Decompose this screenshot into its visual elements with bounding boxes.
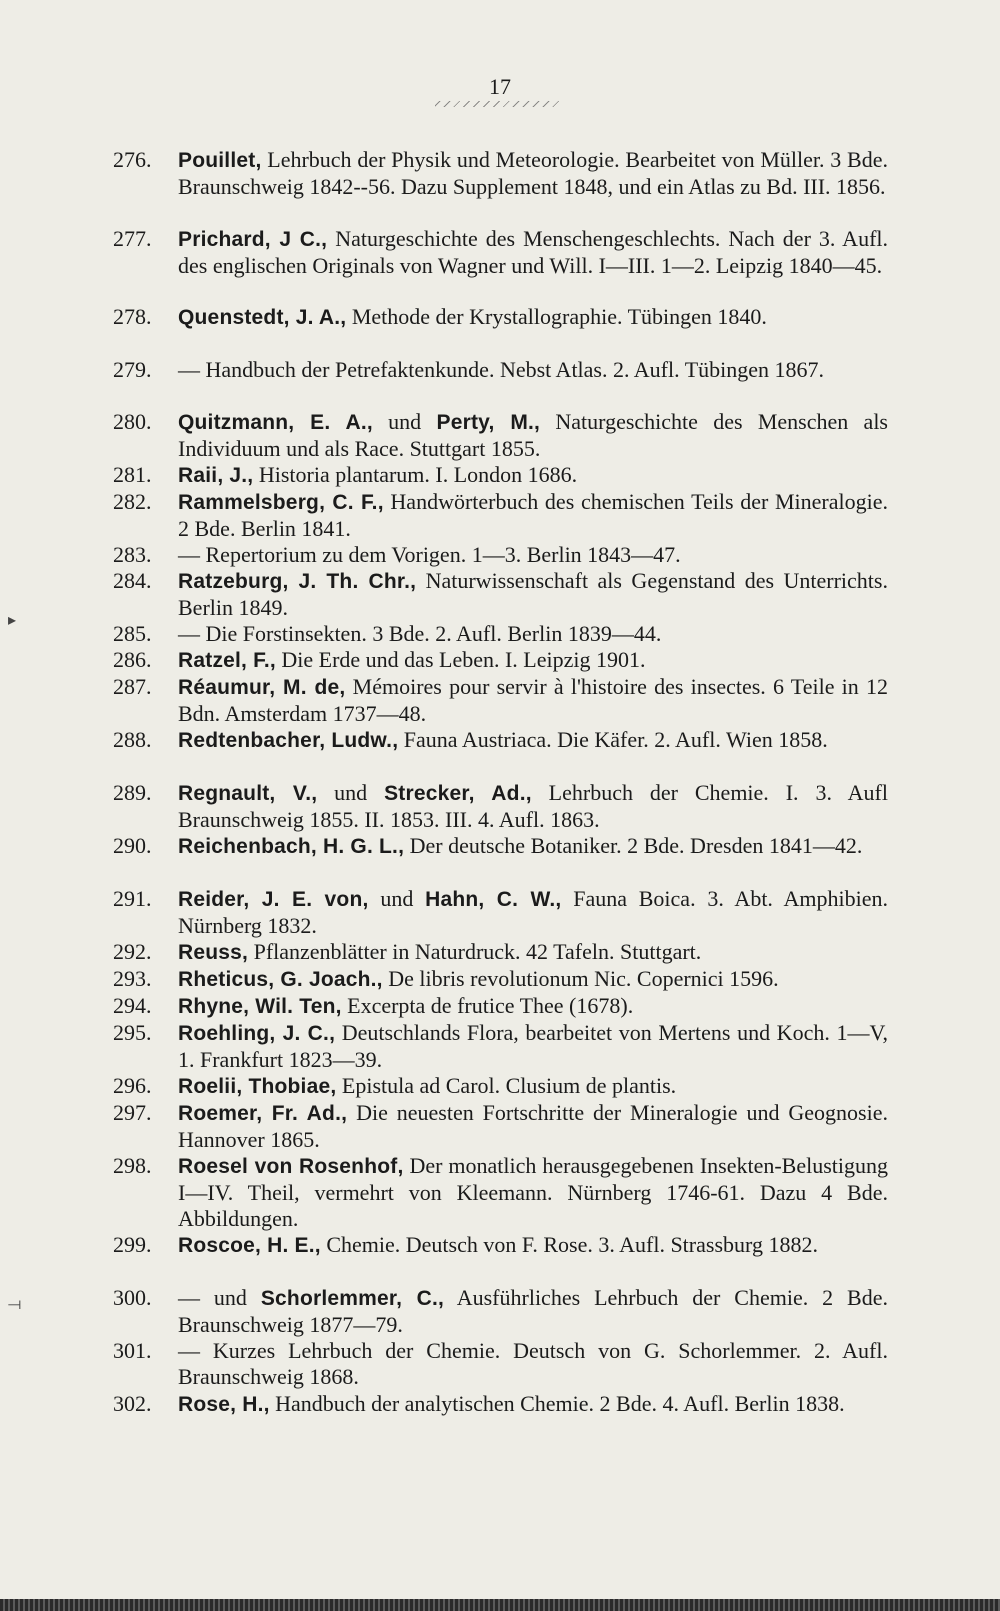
entry-conjunction: und — [317, 780, 385, 805]
entry-text: Mémoires pour servir à l'histoire des insectes. 6 Teile in 12 Bdn. Amsterdam 1737—48. — [178, 674, 888, 726]
list-item — [0, 357, 1000, 409]
entry-author: Roemer, Fr. Ad., — [178, 1102, 348, 1125]
entry-number: 292. — [113, 939, 152, 964]
list-item — [0, 542, 1000, 568]
entry-number: 289. — [113, 780, 152, 805]
entry-number: 301. — [113, 1338, 152, 1363]
entry-coauthor: Perty, M., — [436, 411, 541, 434]
list-item — [0, 966, 1000, 993]
entry-text: — Repertorium zu dem Vorigen. 1—3. Berlin 1843—47. — [178, 542, 681, 567]
entry-text: Deutschlands Flora, bearbeitet von Mertens und Koch. 1—V, 1. Frankfurt 1823—39. — [178, 1020, 888, 1072]
list-item — [0, 462, 1000, 489]
entry-number: 299. — [113, 1232, 152, 1257]
entry-text: Handbuch der analytischen Chemie. 2 Bde. 4. Aufl. Berlin 1838. — [269, 1391, 845, 1416]
entry-text: Pflanzenblätter in Naturdruck. 42 Tafeln. Stuttgart. — [248, 939, 702, 964]
list-item — [0, 304, 1000, 357]
entry-number: 281. — [113, 462, 152, 487]
entry-author: Prichard, J C., — [178, 228, 328, 251]
entry-coauthor: Schorlemmer, C., — [260, 1287, 445, 1310]
entry-text: Handwörterbuch des chemischen Teils der Mineralogie. 2 Bde. Berlin 1841. — [178, 489, 888, 541]
entry-number: 285. — [113, 621, 152, 646]
entry-number: 278. — [113, 304, 152, 329]
entry-coauthor: Strecker, Ad., — [384, 782, 532, 805]
entry-author: Reichenbach, H. G. L., — [178, 835, 405, 858]
entry-conjunction: und — [368, 886, 426, 911]
list-item — [0, 1285, 1000, 1338]
entry-author: Roscoe, H. E., — [178, 1234, 321, 1257]
margin-mark: ⟞ — [8, 1296, 22, 1313]
entry-number: 287. — [113, 674, 152, 699]
list-item — [0, 147, 1000, 226]
entry-text: Der monatlich herausgegebenen Insekten-Belustigung I—IV. Theil, vermehrt von Kleemann. Nürnberg 1746-61. Dazu 4 Bde. Abbildungen. — [178, 1153, 889, 1231]
entry-coauthor: Hahn, C. W., — [425, 888, 562, 911]
list-item — [0, 886, 1000, 939]
bibliography-list — [0, 147, 1000, 1444]
entry-author: Ratzel, F., — [178, 649, 276, 672]
entry-text: — Kurzes Lehrbuch der Chemie. Deutsch von G. Schorlemmer. 2. Aufl. Braunschweig 1868. — [178, 1338, 888, 1389]
entry-text: Fauna Boica. 3. Abt. Amphibien. Nürnberg 1832. — [178, 886, 888, 938]
list-item — [0, 647, 1000, 674]
entry-number: 302. — [113, 1391, 152, 1416]
entry-number: 282. — [113, 489, 152, 514]
list-item — [0, 1073, 1000, 1100]
entry-author: Regnault, V., — [178, 782, 318, 805]
entry-text: Naturgeschichte des Menschen als Individuum und als Race. Stuttgart 1855. — [178, 409, 888, 461]
list-item — [0, 1020, 1000, 1073]
entry-author: Redtenbacher, Ludw., — [178, 729, 399, 752]
entry-number: 284. — [113, 568, 152, 593]
entry-text: De libris revolutionum Nic. Copernici 1596. — [382, 966, 779, 991]
entry-number: 295. — [113, 1020, 152, 1045]
list-item — [0, 780, 1000, 833]
entry-text: Fauna Austriaca. Die Käfer. 2. Aufl. Wien 1858. — [398, 727, 828, 752]
entry-author: Pouillet, — [178, 149, 262, 172]
entry-text: Naturgeschichte des Menschengeschlechts. Nach der 3. Aufl. des englischen Originals von Wagner und Will. I—III. 1—2. Leipzig 1840—45. — [178, 226, 889, 278]
entry-text: — Die Forstinsekten. 3 Bde. 2. Aufl. Berlin 1839—44. — [178, 621, 662, 646]
list-item — [0, 1338, 1000, 1391]
margin-mark: ▸ — [8, 612, 17, 629]
entry-author: Roesel von Rosenhof, — [178, 1155, 404, 1178]
entry-text: Lehrbuch der Physik und Meteorologie. Bearbeitet von Müller. 3 Bde. Braunschweig 1842--56. Dazu Supplement 1848, und ein Atlas zu Bd. III. 1856. — [178, 147, 888, 199]
entry-author: Raii, J., — [178, 464, 254, 487]
list-item — [0, 409, 1000, 462]
entry-prefix: — und — [178, 1285, 261, 1310]
list-item — [0, 621, 1000, 647]
entry-text: Naturwissenschaft als Gegenstand des Unterrichts. Berlin 1849. — [178, 568, 888, 620]
entry-text: Die neuesten Fortschritte der Mineralogie und Geognosie. Hannover 1865. — [178, 1100, 888, 1152]
entry-text: Excerpta de frutice Thee (1678). — [341, 993, 634, 1018]
entry-author: Rheticus, G. Joach., — [178, 968, 383, 991]
entry-author: Rose, H., — [178, 1393, 270, 1416]
entry-author: Quenstedt, J. A., — [178, 306, 347, 329]
entry-number: 288. — [113, 727, 152, 752]
entry-text: Ausführliches Lehrbuch der Chemie. 2 Bde. Braunschweig 1877—79. — [178, 1285, 888, 1337]
list-item — [0, 568, 1000, 621]
entry-number: 298. — [113, 1153, 152, 1178]
entry-text: Epistula ad Carol. Clusium de plantis. — [336, 1073, 677, 1098]
list-item — [0, 727, 1000, 780]
entry-text: Methode der Krystallographie. Tübingen 1840. — [346, 304, 767, 329]
list-item — [0, 1391, 1000, 1444]
entry-text: — Handbuch der Petrefaktenkunde. Nebst Atlas. 2. Aufl. Tübingen 1867. — [178, 357, 825, 382]
list-item — [0, 993, 1000, 1020]
entry-text: Chemie. Deutsch von F. Rose. 3. Aufl. Strassburg 1882. — [320, 1232, 818, 1257]
entry-number: 279. — [113, 357, 152, 382]
entry-author: Roelii, Thobiae, — [178, 1075, 337, 1098]
entry-number: 296. — [113, 1073, 152, 1098]
list-item — [0, 674, 1000, 727]
entry-number: 291. — [113, 886, 152, 911]
entry-number: 280. — [113, 409, 152, 434]
list-item — [0, 1100, 1000, 1153]
entry-number: 297. — [113, 1100, 152, 1125]
entry-author: Ratzeburg, J. Th. Chr., — [178, 570, 417, 593]
entry-number: 286. — [113, 647, 152, 672]
entry-author: Roehling, J. C., — [178, 1022, 336, 1045]
list-item — [0, 1232, 1000, 1285]
entry-text: Die Erde und das Leben. I. Leipzig 1901. — [275, 647, 646, 672]
scan-edge — [0, 1599, 1000, 1611]
entry-number: 276. — [113, 147, 152, 172]
list-item — [0, 489, 1000, 542]
list-item — [0, 1153, 1000, 1232]
entry-number: 290. — [113, 833, 152, 858]
list-item — [0, 939, 1000, 966]
entry-author: Rammelsberg, C. F., — [178, 491, 384, 514]
entry-number: 294. — [113, 993, 152, 1018]
entry-number: 300. — [113, 1285, 152, 1310]
entry-author: Quitzmann, E. A., — [178, 411, 373, 434]
list-item — [0, 226, 1000, 304]
list-item — [0, 833, 1000, 886]
entry-text: Historia plantarum. I. London 1686. — [253, 462, 578, 487]
entry-author: Rhyne, Wil. Ten, — [178, 995, 342, 1018]
entry-author: Réaumur, M. de, — [178, 676, 346, 699]
entry-text: Lehrbuch der Chemie. I. 3. Aufl Braunschweig 1855. II. 1853. III. 4. Aufl. 1863. — [178, 780, 888, 832]
entry-text: Der deutsche Botaniker. 2 Bde. Dresden 1841—42. — [404, 833, 863, 858]
entry-author: Reuss, — [178, 941, 249, 964]
entry-conjunction: und — [372, 409, 437, 434]
entry-number: 283. — [113, 542, 152, 567]
page-number: 17 — [489, 74, 511, 99]
page-number-ornament — [435, 101, 560, 107]
entry-number: 293. — [113, 966, 152, 991]
entry-number: 277. — [113, 226, 152, 251]
entry-author: Reider, J. E. von, — [178, 888, 369, 911]
